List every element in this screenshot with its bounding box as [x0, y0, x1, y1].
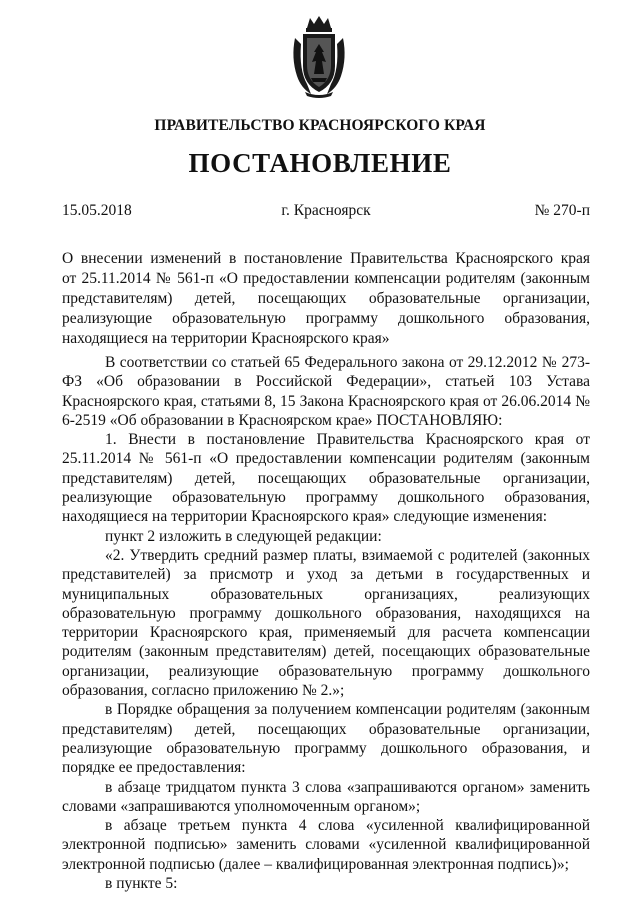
document-body	[62, 353, 590, 893]
document-date: 15.05.2018	[62, 202, 132, 219]
body-paragraph: 1. Внести в постановление Правительства Красноярского края от 25.11.2014 № 561-п «О предоставлении компенсации родителям (законным представителям) детей, посещающих образовательные организации, реализующие образовательную программу дошкольного образования, находящиеся на территории Красноярского края» следующие изменения:	[62, 431, 590, 526]
document-meta-row	[62, 202, 590, 222]
organization-name: ПРАВИТЕЛЬСТВО КРАСНОЯРСКОГО КРАЯ	[154, 117, 486, 134]
subject-line: представителям) детей, посещающих образовательные организации,	[62, 290, 590, 307]
body-paragraph: в абзаце третьем пункта 4 слова «усиленной квалифицированной электронной подписью» заменить словами «усиленной квалифицированной электронной подписью (далее – квалифицированная электронная подпись)»;	[62, 817, 590, 873]
document-number: № 270-п	[534, 202, 590, 219]
subject-line: находящиеся на территории Красноярского края»	[62, 330, 390, 347]
subject-line: О внесении изменений в постановление Правительства Красноярского края	[62, 250, 590, 267]
document-city: г. Красноярск	[281, 202, 371, 219]
body-paragraph: «2. Утвердить средний размер платы, взимаемой с родителей (законных представителей) за присмотр и уход за детьми в государственных и муниципальных образовательных организациях, реализующих образовательную программу дошкольного образования, находящихся на территории Красноярского края, применяемый для расчета компенсации родителям (законным представителям) детей, посещающих образовательные организации, реализующие образовательную программу дошкольного образования, согласно приложению № 2.»;	[62, 546, 590, 700]
coat-of-arms-emblem	[291, 14, 347, 98]
subject-line: от 25.11.2014 № 561-п «О предоставлении компенсации родителям (законным	[62, 270, 590, 287]
body-paragraph: В соответствии со статьей 65 Федерального закона от 29.12.2012 № 273-ФЗ «Об образовании в Российской Федерации», статьей 103 Устава Красноярского края, статьями 8, 15 Закона Красноярского края от 26.06.2014 № 6-2519 «Об образовании в Красноярском крае» ПОСТАНОВЛЯЮ:	[62, 354, 590, 429]
subject-line: реализующие образовательную программу дошкольного образования,	[62, 310, 590, 327]
body-paragraph: в Порядке обращения за получением компенсации родителям (законным представителям) детей, посещающих образовательные организации, реализующие образовательную программу дошкольного образования, и порядке ее предоставления:	[62, 701, 590, 777]
document-subject	[62, 249, 590, 349]
body-paragraph: в абзаце тридцатом пункта 3 слова «запрашиваются органом» заменить словами «запрашиваются уполномоченным органом»;	[62, 778, 590, 815]
document-type-title: ПОСТАНОВЛЕНИЕ	[188, 148, 452, 178]
body-paragraph: пункт 2 изложить в следующей редакции:	[105, 527, 382, 545]
body-paragraph: в пункте 5:	[105, 875, 178, 893]
